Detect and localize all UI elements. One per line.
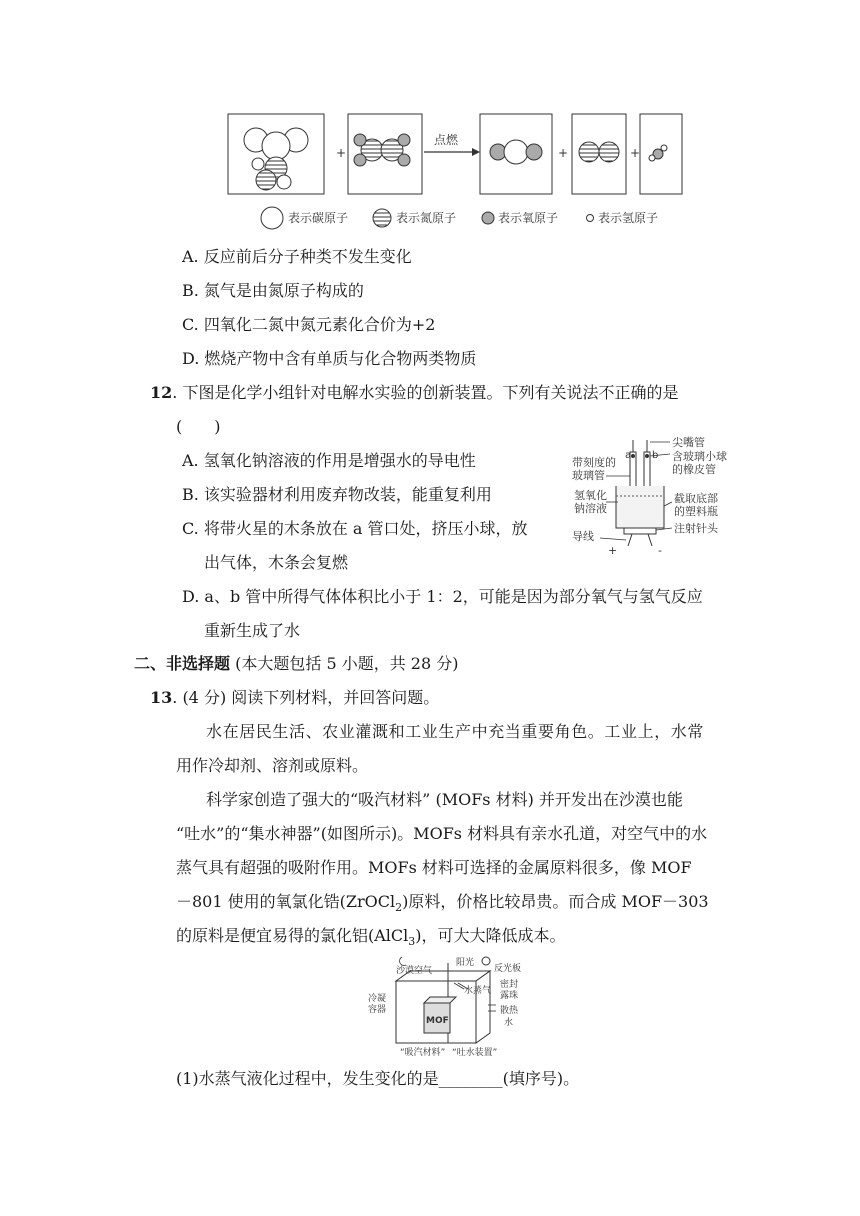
svg-text:+: + [630, 146, 641, 160]
svg-text:截取底部: 截取底部 [674, 492, 718, 505]
svg-text:b: b [652, 450, 659, 461]
svg-text:+: + [608, 544, 618, 557]
svg-text:含玻璃小球: 含玻璃小球 [672, 450, 727, 463]
svg-text:注射针头: 注射针头 [674, 522, 718, 535]
svg-text:氢氧化: 氢氧化 [574, 489, 607, 502]
svg-text:沙漠空气: 沙漠空气 [396, 966, 433, 976]
svg-text:的塑料瓶: 的塑料瓶 [674, 505, 718, 518]
q13-paragraph-1-cont: 用作冷却剂、溶剂或原料。 [176, 756, 369, 775]
svg-text:“吐水装置”: “吐水装置” [452, 1048, 498, 1058]
q13-paragraph-2-l2: “吐水”的“集水神器”(如图所示)。MOFs 材料具有亲水孔道，对空气中的水 [176, 824, 708, 843]
section-2-heading: 二、非选择题 (本大题包括 5 小题，共 28 分) [134, 654, 459, 673]
reaction-diagram [226, 112, 686, 232]
mof-figure-svg [368, 953, 532, 1061]
electrolysis-figure [566, 436, 736, 558]
svg-text:带刻度的: 带刻度的 [572, 456, 616, 469]
q13-paragraph-2-l3: 蒸气具有超强的吸附作用。MOFs 材料可选择的金属原料很多，像 MOF [176, 858, 692, 877]
svg-text:+: + [336, 146, 347, 160]
svg-text:密封: 密封 [500, 980, 519, 990]
svg-text:a: a [625, 450, 632, 461]
q12-answer-blank: ( ) [176, 417, 221, 436]
legend-nitrogen: 表示氮原子 [396, 211, 457, 225]
svg-text:水蒸气: 水蒸气 [464, 986, 492, 996]
svg-text:-: - [658, 544, 662, 557]
svg-text:导线: 导线 [572, 530, 594, 543]
q11-option-d: D. 燃烧产物中含有单质与化合物两类物质 [182, 349, 477, 368]
mof-water-harvester-figure [368, 953, 532, 1061]
legend-hydrogen: 表示氢原子 [598, 211, 659, 225]
svg-text:水: 水 [504, 1018, 514, 1028]
electrolysis-figure-svg [566, 436, 736, 558]
q13-subquestion-1: (1)水蒸气液化过程中，发生变化的是________(填序号)。 [176, 1069, 580, 1088]
q12-option-a: A. 氢氧化钠溶液的作用是增强水的导电性 [182, 451, 476, 470]
svg-text:散热: 散热 [500, 1006, 519, 1016]
svg-text:反光板: 反光板 [494, 964, 522, 974]
q12-option-c: C. 将带火星的木条放在 a 管口处，挤压小球，放 [182, 519, 528, 538]
svg-text:容器: 容器 [368, 1005, 387, 1015]
svg-text:尖嘴管: 尖嘴管 [672, 436, 705, 449]
svg-text:冷凝: 冷凝 [368, 994, 387, 1004]
q12-option-d: D. a、b 管中所得气体体积比小于 1：2，可能是因为部分氧气与氢气反应 [182, 587, 703, 606]
q12-option-d-cont: 重新生成了水 [204, 621, 301, 640]
legend-carbon: 表示碳原子 [288, 211, 349, 225]
q13-paragraph-2-l5: 的原料是便宜易得的氯化铝(AlCl$_3$)，可大大降低成本。 [176, 926, 566, 949]
q13-intro: 13. (4 分) 阅读下列材料，并回答问题。 [150, 688, 440, 707]
svg-text:玻璃管: 玻璃管 [572, 469, 605, 482]
reaction-diagram-svg [226, 112, 686, 232]
svg-text:+: + [558, 146, 569, 160]
q11-option-a: A. 反应前后分子种类不发生变化 [182, 247, 412, 266]
q11-option-b: B. 氮气是由氮原子构成的 [182, 281, 364, 300]
svg-text:阳光: 阳光 [456, 958, 475, 968]
legend-oxygen: 表示氧原子 [498, 211, 559, 225]
q13-paragraph-1: 水在居民生活、农业灌溉和工业生产中充当重要角色。工业上，水常 [206, 722, 705, 741]
q12-stem: 12. 下图是化学小组针对电解水实验的创新装置。下列有关说法不正确的是 [150, 383, 679, 402]
q12-option-c-cont: 出气体，木条会复燃 [204, 553, 349, 572]
svg-text:露珠: 露珠 [500, 991, 519, 1001]
svg-text:MOF: MOF [426, 1016, 449, 1026]
q13-paragraph-2: 科学家创造了强大的“吸汽材料” (MOFs 材料) 并开发出在沙漠也能 [206, 790, 683, 809]
q11-option-c: C. 四氧化二氮中氮元素化合价为+2 [182, 315, 436, 334]
svg-text:钠溶液: 钠溶液 [574, 502, 607, 515]
svg-text:点燃: 点燃 [434, 133, 459, 147]
q12-option-b: B. 该实验器材利用废弃物改装，能重复利用 [182, 485, 492, 504]
svg-text:“吸汽材料”: “吸汽材料” [400, 1048, 446, 1058]
svg-text:的橡皮管: 的橡皮管 [672, 463, 716, 476]
q13-paragraph-2-l4: －801 使用的氧氯化锆(ZrOCl$_2$)原料，价格比较昂贵。而合成 MOF－303 [176, 892, 709, 915]
